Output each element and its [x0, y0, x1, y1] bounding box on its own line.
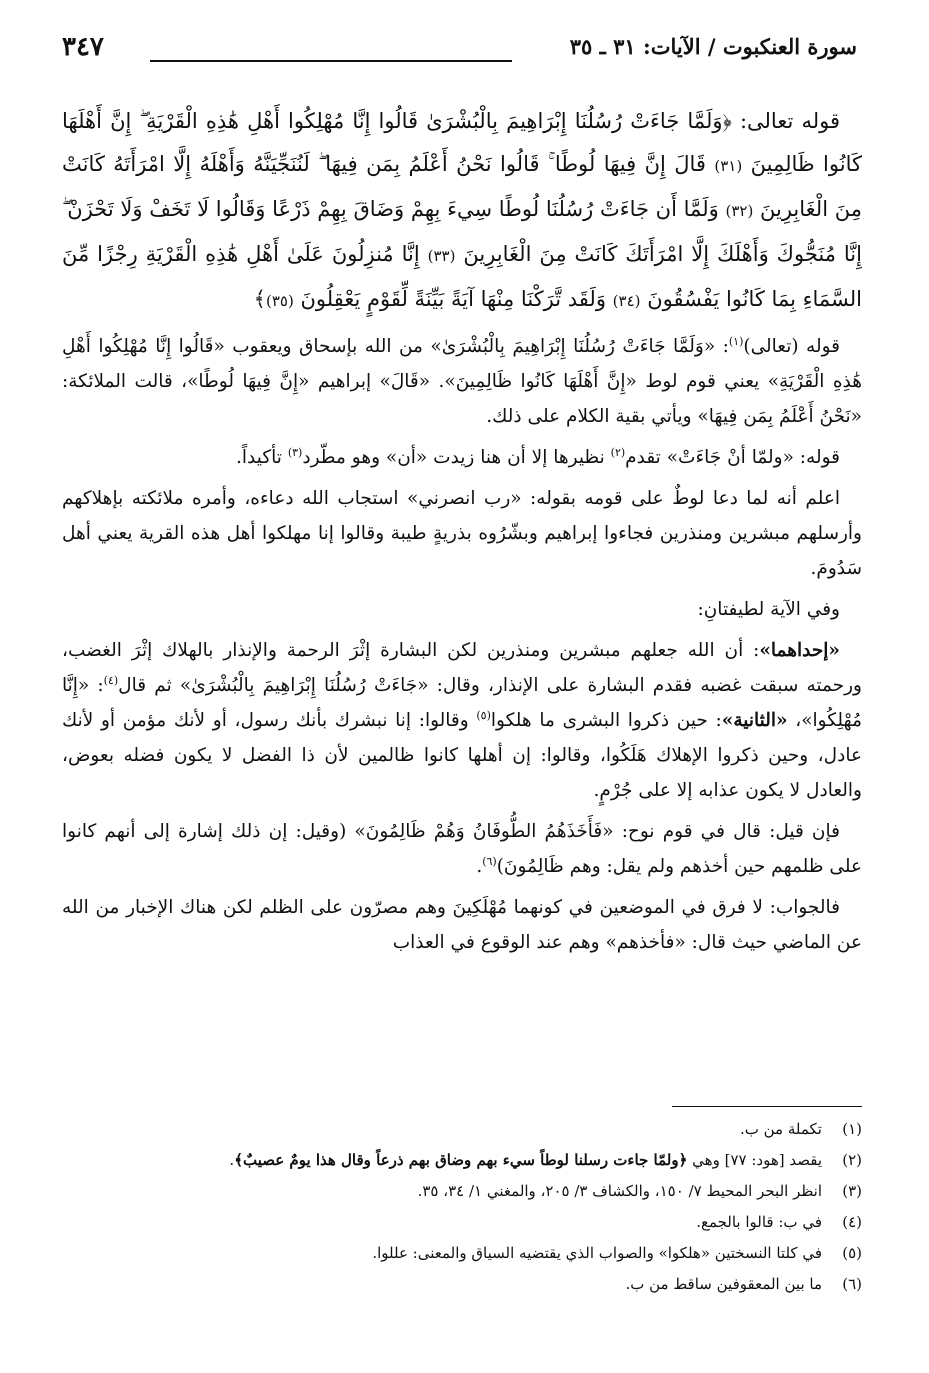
footnote-ref: (٤): [103, 673, 119, 687]
quran-verses: [62, 100, 862, 323]
paragraph-1: [62, 329, 862, 434]
paragraph-text: : أن الله جعلهم مبشرين ومنذرين لكن البشارة إثْرَ الرحمة والإنذار بالهلاك إثْرَ الغضب، ورحمته سبقت غضبه فقدم البشارة على الإنذار، وقال: «جَاءَتْ رُسُلُنَا إِبْرَاهِيمَ بِالْبُشْرَىٰ» ثم قال: [62, 640, 862, 696]
ayah-number: (٣٤): [612, 292, 641, 310]
header-rule: [150, 60, 512, 62]
footnote-item: [62, 1238, 862, 1269]
footnote-number: (١): [842, 1120, 862, 1138]
ayah-number: (٣٢): [725, 202, 754, 220]
ayah-number: (٣٣): [427, 247, 456, 265]
paragraph-7: فالجواب: لا فرق في الموضعين في كونهما مُهْلَكِينَ وهم مصرّون على الظلم لكن هناك الإخبار من الله عن الماضي حيث قال: «فأخذهم» وهم عند الوقوع في العذاب: [62, 897, 862, 953]
footnote-ref: (٣): [287, 445, 303, 459]
paragraph-6: [62, 814, 862, 884]
footnote-item: [62, 1269, 862, 1300]
page-number: ٣٤٧: [62, 32, 104, 62]
footnote-quote: ﴿ولمّا جاءت رسلنا لوطاً سيء بهم وضاق بهم ذرعاً وقال هذا يومٌ عصيبٌ﴾: [234, 1151, 688, 1169]
footnotes: [62, 1114, 862, 1300]
footnote-text: تكملة من ب.: [739, 1120, 822, 1138]
footnote-ref: (٥): [476, 708, 491, 722]
footnote-number: (٤): [842, 1213, 862, 1231]
paragraph-text: تأكيداً.: [236, 447, 288, 468]
paragraph-text: قوله: «ولمّا أنْ جَاءَتْ» تقدم: [625, 447, 840, 468]
verse-text: وَلَقَد تَّرَكْنَا مِنْهَا آيَةً بَيِّنَةً لِّقَوْمٍ يَعْقِلُونَ: [300, 287, 606, 311]
paragraph-5: [62, 633, 862, 808]
footnote-number: (٥): [842, 1244, 862, 1262]
footnote-item: [62, 1176, 862, 1207]
paragraph-text: : «إِنَّا مُهْلِكُوا»،: [62, 675, 862, 731]
verse-text: قوله تعالى: ﴿وَلَمَّا جَاءَتْ رُسُلُنَا إِبْرَاهِيمَ بِالْبُشْرَىٰ قَالُوا إِنَّا مُهْلِكُوا أَهْلِ هَٰذِهِ الْقَرْيَةِ ۖ إِنَّ أَهْلَهَا كَانُوا ظَالِمِينَ: [62, 109, 862, 176]
footnote-text: ما بين المعقوفين ساقط من ب.: [625, 1275, 822, 1293]
footnote-text: في كلتا النسختين «هلكوا» والصواب الذي يقتضيه السياق والمعنى: عللوا.: [372, 1244, 822, 1262]
paragraph-3: اعلم أنه لما دعا لوطٌ على قومه بقوله: «رب انصرني» استجاب الله دعاءه، وأمره ملائكته بإهلاكهم وأرسلهم مبشرين ومنذرين فجاءوا إبراهيم وبشّرُوه بذريةٍ طيبة وقالوا إنا مهلكوا أهل هذه القرية يعني أهل سَدُومَ.: [62, 488, 862, 579]
footnote-ref: (٦): [482, 854, 497, 868]
verse-text: وَلَمَّا أَن جَاءَتْ رُسُلُنَا لُوطًا سِيءَ بِهِمْ وَضَاقَ بِهِمْ ذَرْعًا وَقَالُوا لَا تَخَفْ وَلَا تَحْزَنْ ۖ إِنَّا مُنَجُّوكَ وَأَهْلَكَ إِلَّا امْرَأَتَكَ كَانَتْ مِنَ الْغَابِرِينَ: [62, 197, 862, 266]
paragraph-text: وقالوا: إنا نبشرك بأنك رسول، أو لأنك مؤمن أو لأنك عادل، وحين ذكروا الإهلاك هَلَكُوا، وقالوا: إن أهلها كانوا ظالمين لأن ذا الفضل لا يكون فضله بعوض، والعادل لا يكون عذابه إلا على جُرْمٍ.: [62, 710, 862, 801]
footnote-number: (٣): [842, 1182, 862, 1200]
closing-bracket: ﴾: [253, 287, 266, 311]
paragraph-text: نظيرها إلا أن هنا زيدت «أن» وهو مطّرد: [302, 447, 611, 468]
footnote-text: في ب: قالوا بالجمع.: [696, 1213, 822, 1231]
paragraph-text: : «وَلَمَّا جَاءَتْ رُسُلُنَا إِبْرَاهِيمَ بِالْبُشْرَىٰ» من الله بإسحاق ويعقوب «قَالُوا إِنَّا مُهْلِكُوا أَهْلِ هَٰذِهِ الْقَرْيَةِ» يعني قوم لوط «إِنَّ أَهْلَهَا كَانُوا ظَالِمِينَ». «قَالَ» إبراهيم «إِنَّ فِيهَا لُوطًا»، قالت الملائكة: «نَحْنُ أَعْلَمُ بِمَن فِيهَا» ويأتي بقية الكلام على ذلك.: [62, 336, 862, 427]
ayah-number: (٣١): [714, 157, 743, 175]
paragraph-2: [62, 440, 862, 475]
footnote-text: يقصد [هود: ٧٧] وهي: [687, 1151, 822, 1169]
point-label: «إحداهما»: [759, 640, 840, 661]
footnote-item: [62, 1145, 862, 1176]
footnote-ref: (١): [728, 334, 744, 348]
paragraph-text: فإن قيل: قال في قوم نوح: «فَأَخَذَهُمُ الطُّوفَانُ وَهُمْ ظَالِمُونَ» (وقيل: إن ذلك إشارة إلى أنهم كانوا على ظلمهم حين أخذهم ولم يقل: وهم ظَالِمُونَ): [62, 821, 862, 877]
paragraph-text: قوله (تعالى): [743, 336, 840, 357]
verse-text: إِنَّا مُنزِلُونَ عَلَىٰ أَهْلِ هَٰذِهِ الْقَرْيَةِ رِجْزًا مِّنَ السَّمَاءِ بِمَا كَانُوا يَفْسُقُونَ: [62, 242, 862, 311]
footnote-separator: [672, 1106, 862, 1107]
main-text: [62, 100, 862, 960]
footnote-item: [62, 1207, 862, 1238]
paragraph-text: .: [476, 856, 483, 877]
paragraph-text: : حين ذكروا البشرى ما هلكوا: [490, 710, 722, 731]
ayah-number: (٣٥): [265, 292, 294, 310]
page-header: [62, 34, 857, 68]
point-label: «الثانية»: [721, 710, 788, 731]
footnote-number: (٢): [842, 1151, 862, 1169]
paragraph-4: وفي الآية لطيفتانِ:: [697, 599, 840, 620]
verse-text: قَالَ إِنَّ فِيهَا لُوطًا ۚ قَالُوا نَحْنُ أَعْلَمُ بِمَن فِيهَا ۖ لَنُنَجِّيَنَّهُ وَأَهْلَهُ إِلَّا امْرَأَتَهُ كَانَتْ مِنَ الْغَابِرِينَ: [62, 152, 862, 221]
footnote-number: (٦): [842, 1275, 862, 1293]
footnote-text: .: [229, 1151, 235, 1169]
footnote-item: [62, 1114, 862, 1145]
footnote-text: انظر البحر المحيط ٧/ ١٥٠، والكشاف ٣/ ٢٠٥، والمغني ١/ ٣٤، ٣٥.: [417, 1182, 822, 1200]
running-title: سورة العنكبوت / الآيات: ٣١ ـ ٣٥: [569, 34, 857, 59]
footnote-ref: (٢): [610, 445, 626, 459]
